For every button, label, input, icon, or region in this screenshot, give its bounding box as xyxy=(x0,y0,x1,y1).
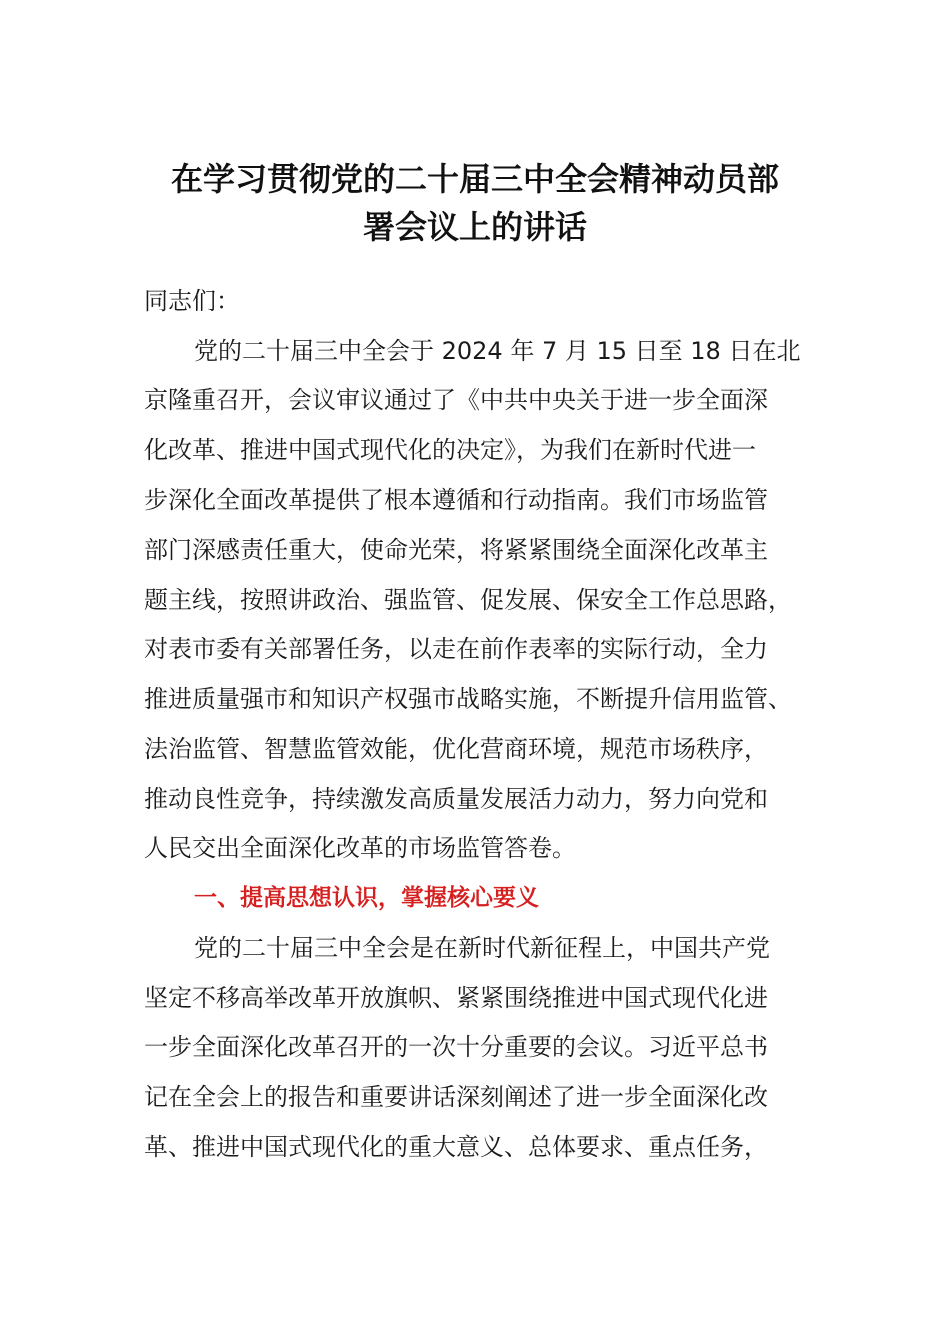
paragraph-1-line: 推进质量强市和知识产权强市战略实施，不断提升信用监管、 xyxy=(144,685,792,713)
paragraph-1-line: 题主线，按照讲政治、强监管、促发展、保安全工作总思路， xyxy=(144,586,792,614)
greeting: 同志们： xyxy=(144,287,240,315)
paragraph-2-line: 党的二十届三中全会是在新时代新征程上，中国共产党 xyxy=(194,934,770,962)
paragraph-2-line: 一步全面深化改革召开的一次十分重要的会议。习近平总书 xyxy=(144,1033,768,1061)
paragraph-1-line: 推动良性竞争，持续激发高质量发展活力动力，努力向党和 xyxy=(144,785,768,813)
document-title-line-1: 在学习贯彻党的二十届三中全会精神动员部 xyxy=(170,160,779,198)
paragraph-1-line: 部门深感责任重大，使命光荣，将紧紧围绕全面深化改革主 xyxy=(144,536,768,564)
paragraph-2-line: 记在全会上的报告和重要讲话深刻阐述了进一步全面深化改 xyxy=(144,1083,768,1111)
paragraph-1-line: 法治监管、智慧监管效能，优化营商环境，规范市场秩序， xyxy=(144,735,768,763)
paragraph-1-line: 对表市委有关部署任务，以走在前作表率的实际行动，全力 xyxy=(144,635,768,663)
paragraph-1-line: 化改革、推进中国式现代化的决定》，为我们在新时代进一 xyxy=(144,436,756,464)
paragraph-2-line: 坚定不移高举改革开放旗帜、紧紧围绕推进中国式现代化进 xyxy=(144,984,768,1012)
paragraph-1-line: 京隆重召开，会议审议通过了《中共中央关于进一步全面深 xyxy=(144,386,768,414)
section-1-heading: 一、提高思想认识，掌握核心要义 xyxy=(194,885,539,911)
paragraph-2-line: 革、推进中国式现代化的重大意义、总体要求、重点任务， xyxy=(144,1133,768,1161)
paragraph-1-line: 党的二十届三中全会于 2024 年 7 月 15 日至 18 日在北 xyxy=(194,337,801,365)
paragraph-1-line: 人民交出全面深化改革的市场监管答卷。 xyxy=(144,834,576,862)
document-title-line-2: 署会议上的讲话 xyxy=(362,208,587,246)
paragraph-1-line: 步深化全面改革提供了根本遵循和行动指南。我们市场监管 xyxy=(144,486,768,514)
